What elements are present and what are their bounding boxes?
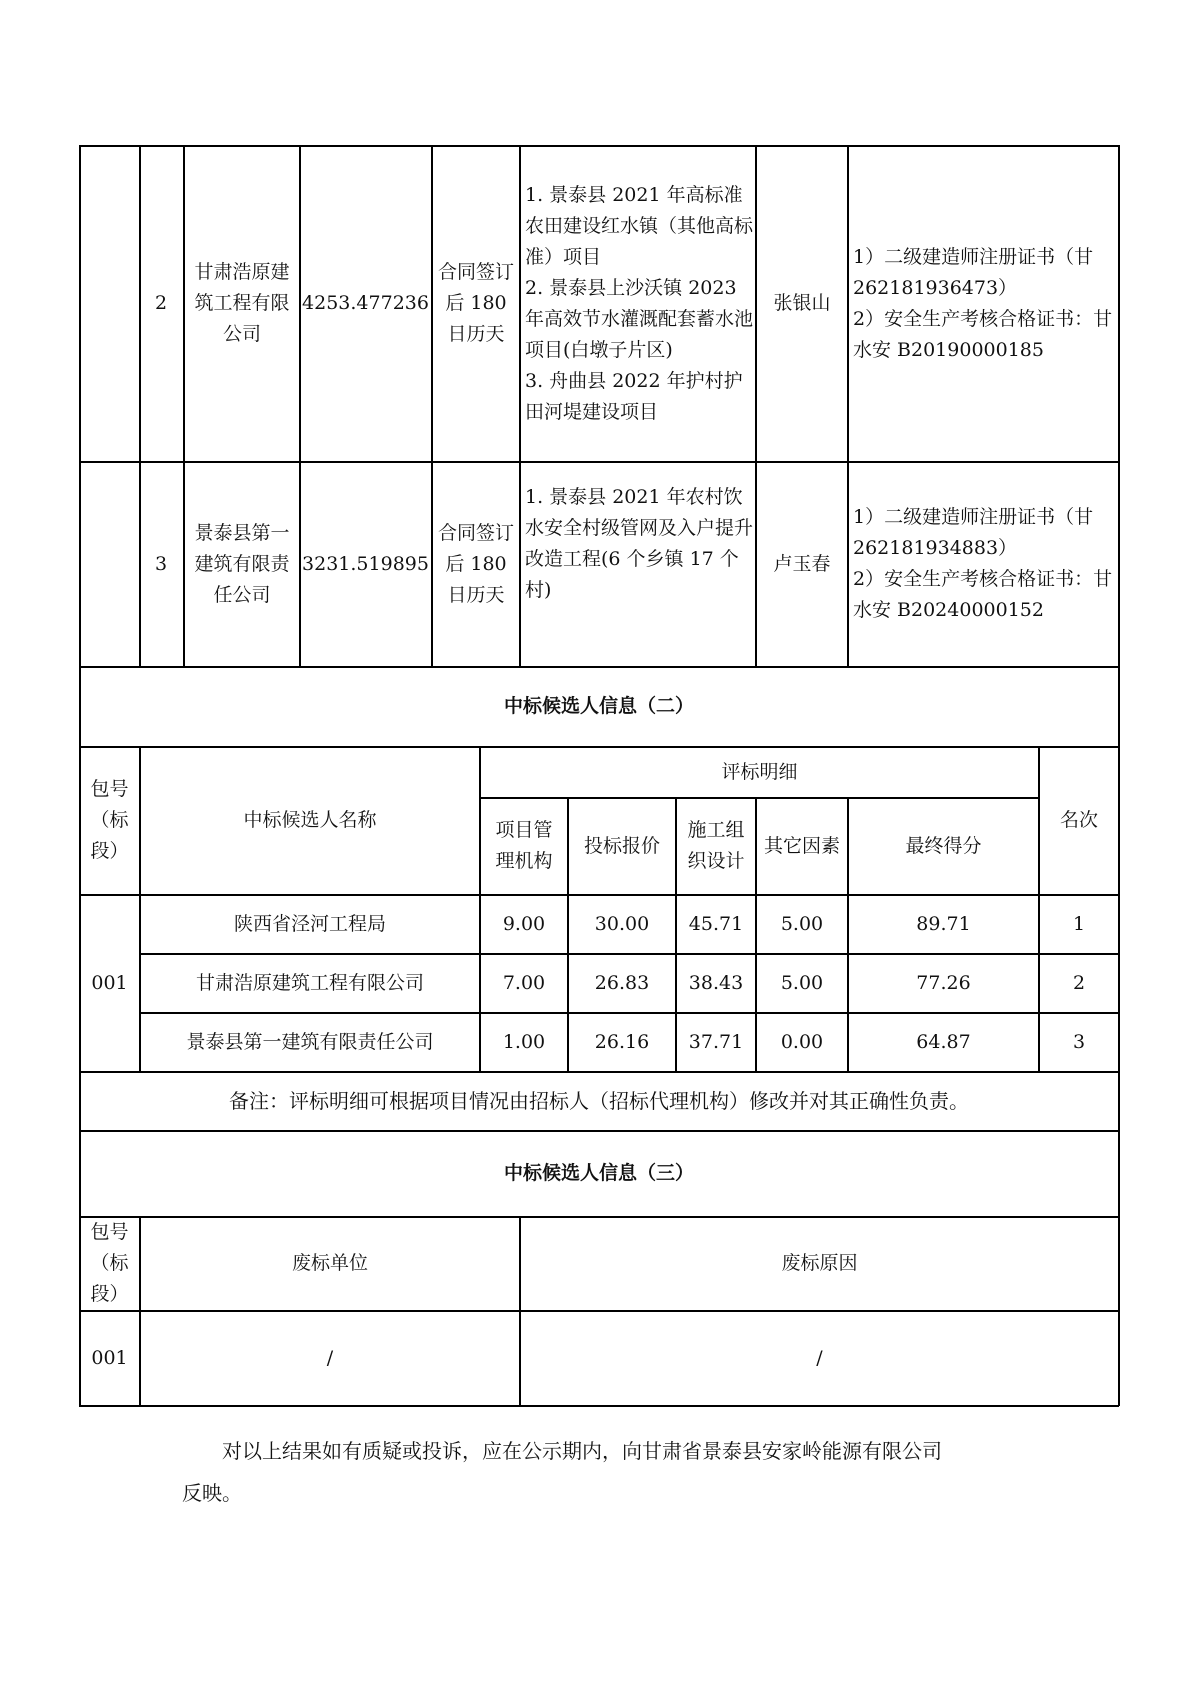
header-invalid-unit: 废标单位 [291,1252,368,1274]
score-design: 45.71 [688,912,744,935]
score-org: 1.00 [502,1030,546,1053]
candidate-name: 陕西省泾河工程局 [233,912,386,935]
company-name: 景泰县第一建筑有限责任公司 [194,521,290,606]
complaint-notice: 对以上结果如有质疑或投诉，应在公示期内，向甘肃省景泰县安家岭能源有限公司 [222,1439,942,1463]
header-evaluation-detail: 评标明细 [721,760,798,783]
rank: 2 [1072,971,1086,994]
row-index: 3 [154,552,168,575]
score-price: 26.16 [594,1030,650,1053]
header-invalid-reason: 废标原因 [781,1252,858,1274]
candidate-name: 景泰县第一建筑有限责任公司 [186,1030,434,1053]
performance-projects: 1. 景泰县 2021 年高标准农田建设红水镇（其他高标准）项目 2. 景泰县上沙沃镇 2023 年高效节水灌溉配套蓄水池项目(白墩子片区) 3. 舟曲县 2022 年护村护田河堤建设项目 [525,183,754,423]
construction-duration: 合同签订后 180 日历天 [437,261,514,345]
header-sub-other: 其它因素 [763,834,840,857]
rank: 3 [1072,1030,1086,1053]
header-package: 包号（标段） [90,778,129,862]
section-title: 中标候选人信息（二） [503,695,694,717]
section-title: 中标候选人信息（三） [503,1162,694,1184]
score-org: 9.00 [502,912,546,935]
header-rank: 名次 [1059,809,1098,831]
invalid-unit: / [326,1346,334,1369]
bid-price: 4253.477236 [302,292,429,314]
manager-certificates: 1）二级建造师注册证书（甘 262181936473） 2）安全生产考核合格证书：甘水安 B20190000185 [853,245,1113,361]
package-id: 001 [91,1346,128,1369]
score-price: 26.83 [594,971,650,994]
package-id: 001 [91,971,128,994]
performance-projects: 1. 景泰县 2021 年农村饮水安全村级管网及入户提升改造工程(6 个乡镇 17 个村) [525,486,754,601]
rank: 1 [1072,912,1086,935]
header-sub-total: 最终得分 [905,834,982,857]
score-total: 64.87 [916,1030,971,1053]
score-other: 5.00 [780,971,824,994]
complaint-notice-end: 反映。 [182,1481,242,1505]
score-org: 7.00 [502,971,546,994]
header-sub-org: 项目管理机构 [495,819,553,872]
score-total: 77.26 [916,971,971,994]
score-other: 0.00 [780,1030,824,1053]
evaluation-note: 备注：评标明细可根据项目情况由招标人（招标代理机构）修改并对其正确性负责。 [229,1088,969,1113]
project-manager: 张银山 [773,292,831,314]
header-sub-price: 投标报价 [583,834,660,857]
score-price: 30.00 [594,912,650,935]
header-candidate-name: 中标候选人名称 [243,809,377,831]
row-index: 2 [154,292,168,314]
project-manager: 卢玉春 [773,552,831,575]
table-line [1118,145,1120,1406]
score-design: 38.43 [688,971,744,994]
candidate-name: 甘肃浩原建筑工程有限公司 [195,971,424,994]
construction-duration: 合同签订后 180 日历天 [437,521,514,606]
bid-price: 3231.519895 [302,552,429,575]
score-design: 37.71 [688,1030,744,1053]
table-line [79,1405,1119,1407]
score-total: 89.71 [916,912,971,935]
header-package: 包号（标段） [90,1221,129,1305]
invalid-reason: / [816,1346,823,1369]
company-name: 甘肃浩原建筑工程有限公司 [194,261,290,345]
header-sub-design: 施工组织设计 [687,819,745,872]
score-other: 5.00 [780,912,824,935]
manager-certificates: 1）二级建造师注册证书（甘 262181934883） 2）安全生产考核合格证书：甘水安 B20240000152 [853,506,1113,621]
